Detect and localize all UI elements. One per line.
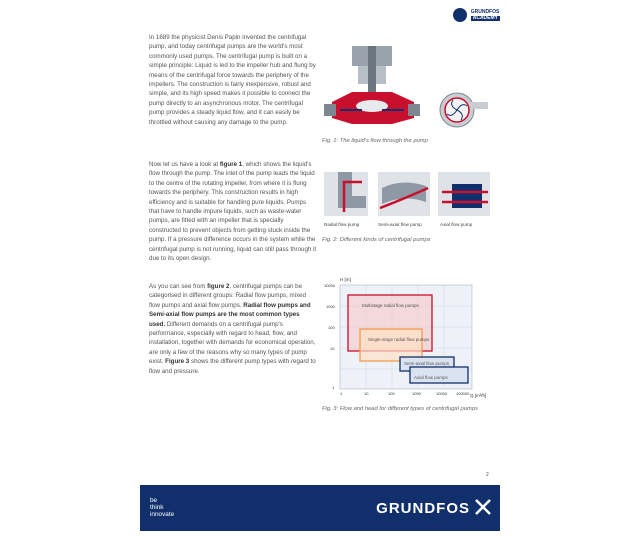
y-tick-100: 100 (328, 325, 335, 330)
footer-banner (140, 485, 500, 531)
footer-tagline: be think innovate (150, 497, 175, 518)
radial-flow-pump-illustration (324, 172, 368, 216)
pump-types-figure (322, 168, 492, 226)
grundfos-academy-logo (453, 8, 500, 22)
figure-2-caption: Fig. 2: Different kinds of centrifugal pumps (322, 237, 431, 243)
footer-brand: GRUNDFOS (376, 500, 470, 517)
paragraph-2: Now let us have a look at figure 1, which shows the liquid's flow through the pump. The inlet of the pump leads the liquid to the centre of the rotating impeller, from where it is flung towards the periphery. This construction results in high efficiency and is suitable for handling pure liquids. Pumps that have to handle impure liquids, such as waste-water pumps, are fitted with an impeller that is specially constructed to prevent objects from getting stuck inside the pump. If a pressure difference occurs in the system while the centrifugal pump is not running, liquid can still pass through it due to its open design. (149, 161, 317, 263)
logo-name: GRUNDFOS (470, 8, 500, 15)
y-tick-10000: 10000 (324, 283, 336, 288)
x-tick-10: 10 (364, 391, 369, 396)
grundfos-logo-icon (453, 8, 467, 22)
y-tick-1: 1 (332, 385, 335, 390)
region-label-axial: Axial flow pumps (414, 375, 448, 380)
x-tick-10000: 10000 (436, 391, 448, 396)
region-label-single-stage: Single-stage radial flow pumps (368, 337, 430, 342)
pump-cutaway-illustration (324, 46, 420, 124)
grundfos-x-icon (474, 498, 492, 516)
semi-axial-flow-label: Semi-axial flow pump (378, 222, 422, 227)
impeller-front-view (440, 93, 488, 127)
x-axis-label: Q [m³/h] (470, 393, 487, 398)
radial-flow-label: Radial flow pump (324, 222, 360, 227)
figure-1-caption: Fig. 1: The liquid's flow through the pump (322, 138, 428, 144)
figure-3-caption: Fig. 3: Flow and head for different types of centrifugal pumps (322, 406, 478, 412)
y-tick-1000: 1000 (326, 304, 335, 309)
single-stage-radial-region (360, 329, 422, 361)
region-label-semi-axial: Semi-axial flow pumps (404, 361, 450, 366)
pump-cross-section-figure (322, 44, 490, 128)
axial-flow-pump-illustration (438, 172, 490, 216)
paragraph-3: As you can see from figure 2, centrifugal pumps can be categorised in different groups: Radial flow pumps, mixed flow pumps and axial flow pumps. Radial flow pumps and Semi-axial flow pumps are the most common types used. Different demands on a centrifugal pump's performance, especially with regard to head, flow, and installation, together with demands for economical operation, are only a few of the reasons why so many types of pump exist. Figure 3 shows the different pump types with regard to flow and pressure. (149, 283, 316, 375)
x-tick-100: 100 (388, 391, 395, 396)
region-label-multistage: Multistage radial flow pumps (362, 303, 419, 308)
semi-axial-flow-pump-illustration (378, 172, 430, 216)
logo-sub: ACADEMY (472, 14, 498, 21)
paragraph-1: In 1689 the physicist Denis Papin invented the centrifugal pump, and today centrifugal pumps are the world's most commonly used pumps. The centrifugal pump is built on a simple principle: Liquid is led to the impeller hub and flung by means of the centrifugal force towards the periphery of the impellers. The construction is fairly inexpensive, robust and simple, and its high speed makes it possible to connect the pump directly to an asynchronous motor. The centrifugal pump provides a steady liquid flow, and it can easily be throttled without causing any damage to the pump. (149, 34, 316, 126)
x-tick-100000: 100000 (456, 391, 470, 396)
x-tick-1000: 1000 (412, 391, 421, 396)
page-number: 2 (486, 472, 489, 478)
y-axis-label: H [m] (340, 277, 351, 282)
y-tick-10: 10 (330, 346, 335, 351)
axial-flow-label: Axial flow pump (440, 222, 473, 227)
x-tick-1: 1 (340, 391, 343, 396)
flow-head-chart (322, 273, 492, 403)
